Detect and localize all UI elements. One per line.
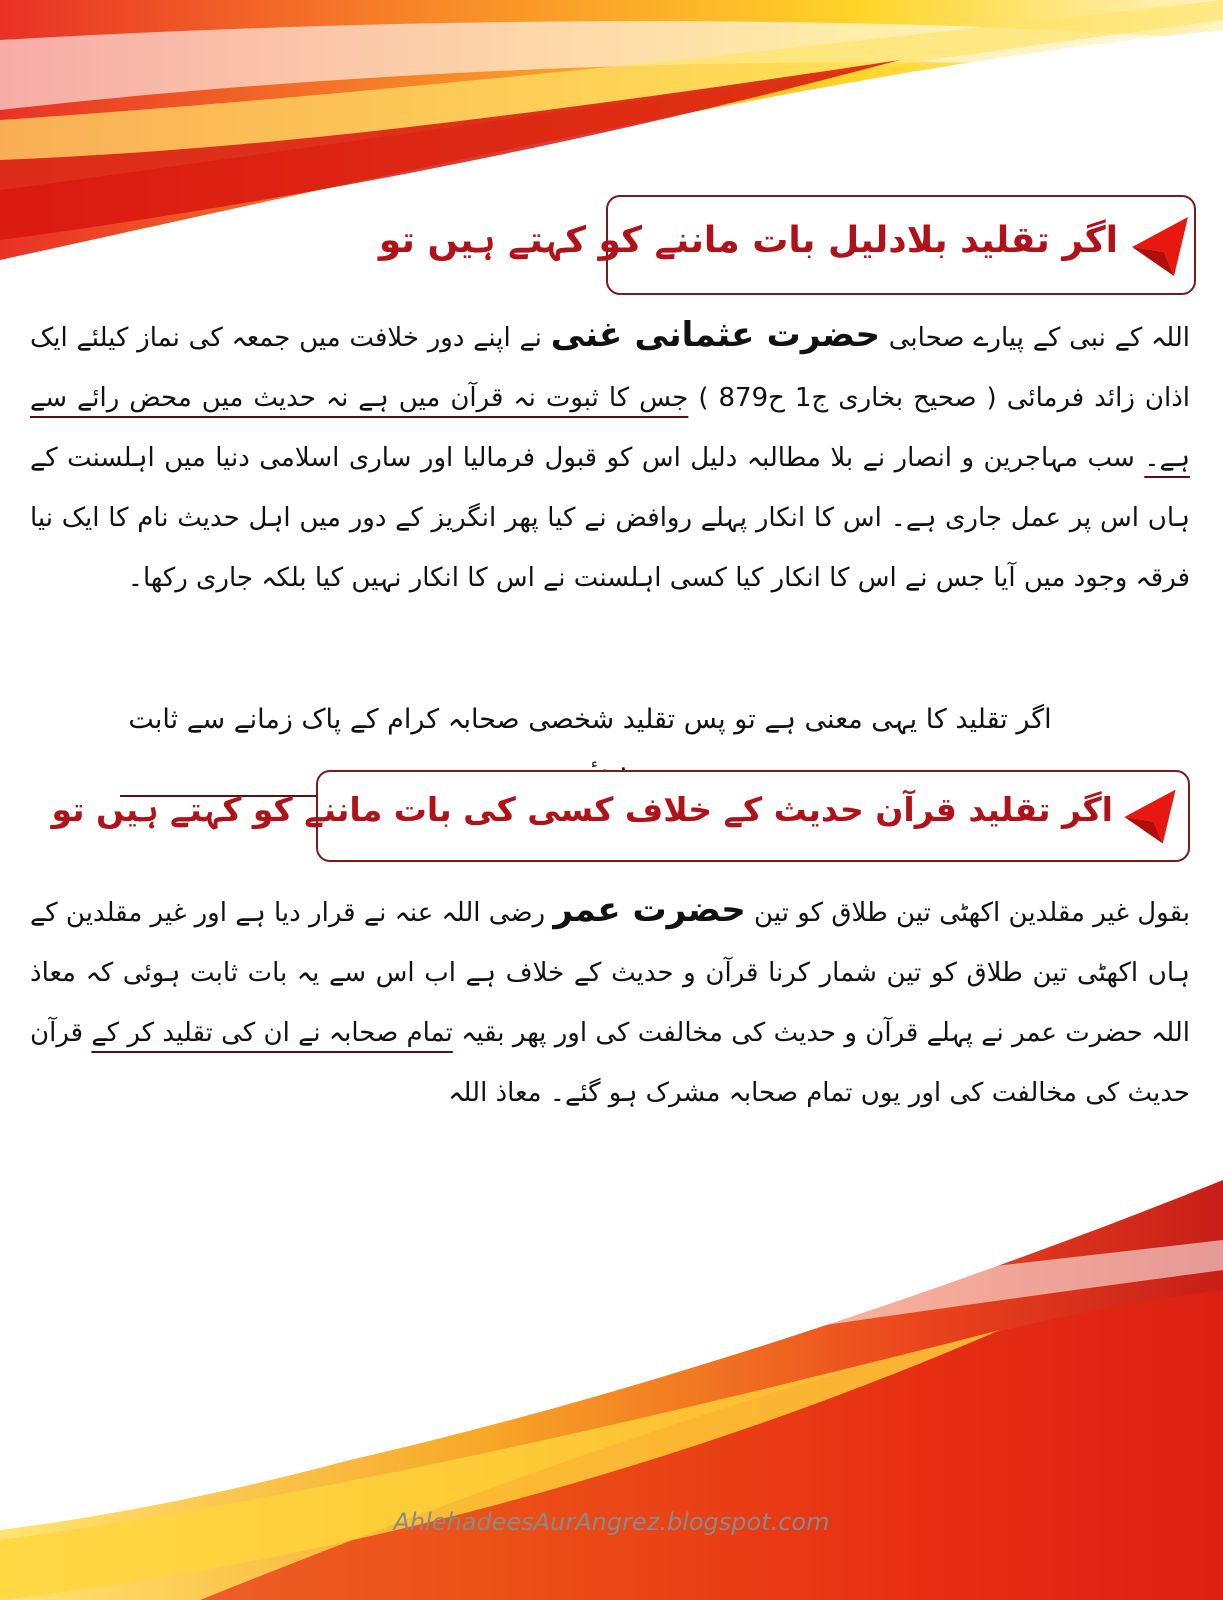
para-2-name: حضرت عمر: [553, 890, 746, 930]
heading-2: اگر تقلید قرآن حدیث کے خلاف کسی کی بات ماننے کو کہتے ہیں تو: [51, 790, 1113, 829]
paragraph-2: [30, 880, 1190, 1123]
para-1-after: نے اپنے دور خلافت میں جمعہ کی نماز کیلئے ایک اذان زائد فرمائی ( صحیح بخاری ج1 ح879 ): [30, 323, 1190, 413]
red-arrow-icon: [1120, 785, 1180, 849]
para-2-after: رضی اللہ عنہ نے قرار دیا ہے اور غیر مقلدین کے ہاں اکھٹی تین طلاق کو تین شمار کرنا قرآن و حدیث کے خلاف ہے اب اس سے یہ بات ثابت ہوئی کہ معاذ اللہ حضرت عمر نے پہلے قرآن و حدیث کی مخالفت کی اور پھر بقیہ: [30, 898, 1190, 1048]
para-2-before: بقول غیر مقلدین اکھٹی تین طلاق کو تین: [745, 898, 1190, 928]
heading-1: اگر تقلید بلادلیل بات ماننے کو کہتے ہیں تو: [378, 220, 1118, 261]
para-2-rest: قرآن حدیث کی مخالفت کی اور یوں تمام صحابہ مشرک ہو گئے۔ معاذ اللہ: [30, 1018, 1190, 1108]
para-1-rest: سب مہاجرین و انصار نے بلا مطالبہ دلیل اس کو قبول فرمالیا اور ساری اسلامی دنیا میں اہلسنت کے ہاں اس پر عمل جاری ہے۔ اس کا انکار پہلے روافض نے کیا پھر انگریز کے دور میں اہل حدیث نام کا ایک نیا فرقہ وجود میں آیا جس نے اس کا انکار کیا کسی اہلسنت نے اس کا انکار نہیں کیا بلکہ جاری رکھا۔: [30, 443, 1190, 593]
footer-url: AhlehadeesAurAngrez.blogspot.com: [393, 1508, 830, 1536]
para-1-underlined: جس کا ثبوت نہ قرآن میں ہے نہ حدیث میں محض رائے سے ہے۔: [30, 383, 1190, 473]
para-1-name: حضرت عثمانی غنی: [550, 315, 880, 355]
conclusion-1: اگر تقلید کا یہی معنی ہے تو پس تقلید شخصی صحابہ کرام کے پاک زمانے سے ثابت: [120, 695, 1060, 797]
para-2-underlined: تمام صحابہ نے ان کی تقلید کر کے: [91, 1018, 453, 1048]
para-1-before: اللہ کے نبی کے پیارے صحابی: [880, 323, 1190, 353]
paragraph-1: [30, 305, 1190, 608]
red-arrow-icon: [1130, 212, 1190, 282]
